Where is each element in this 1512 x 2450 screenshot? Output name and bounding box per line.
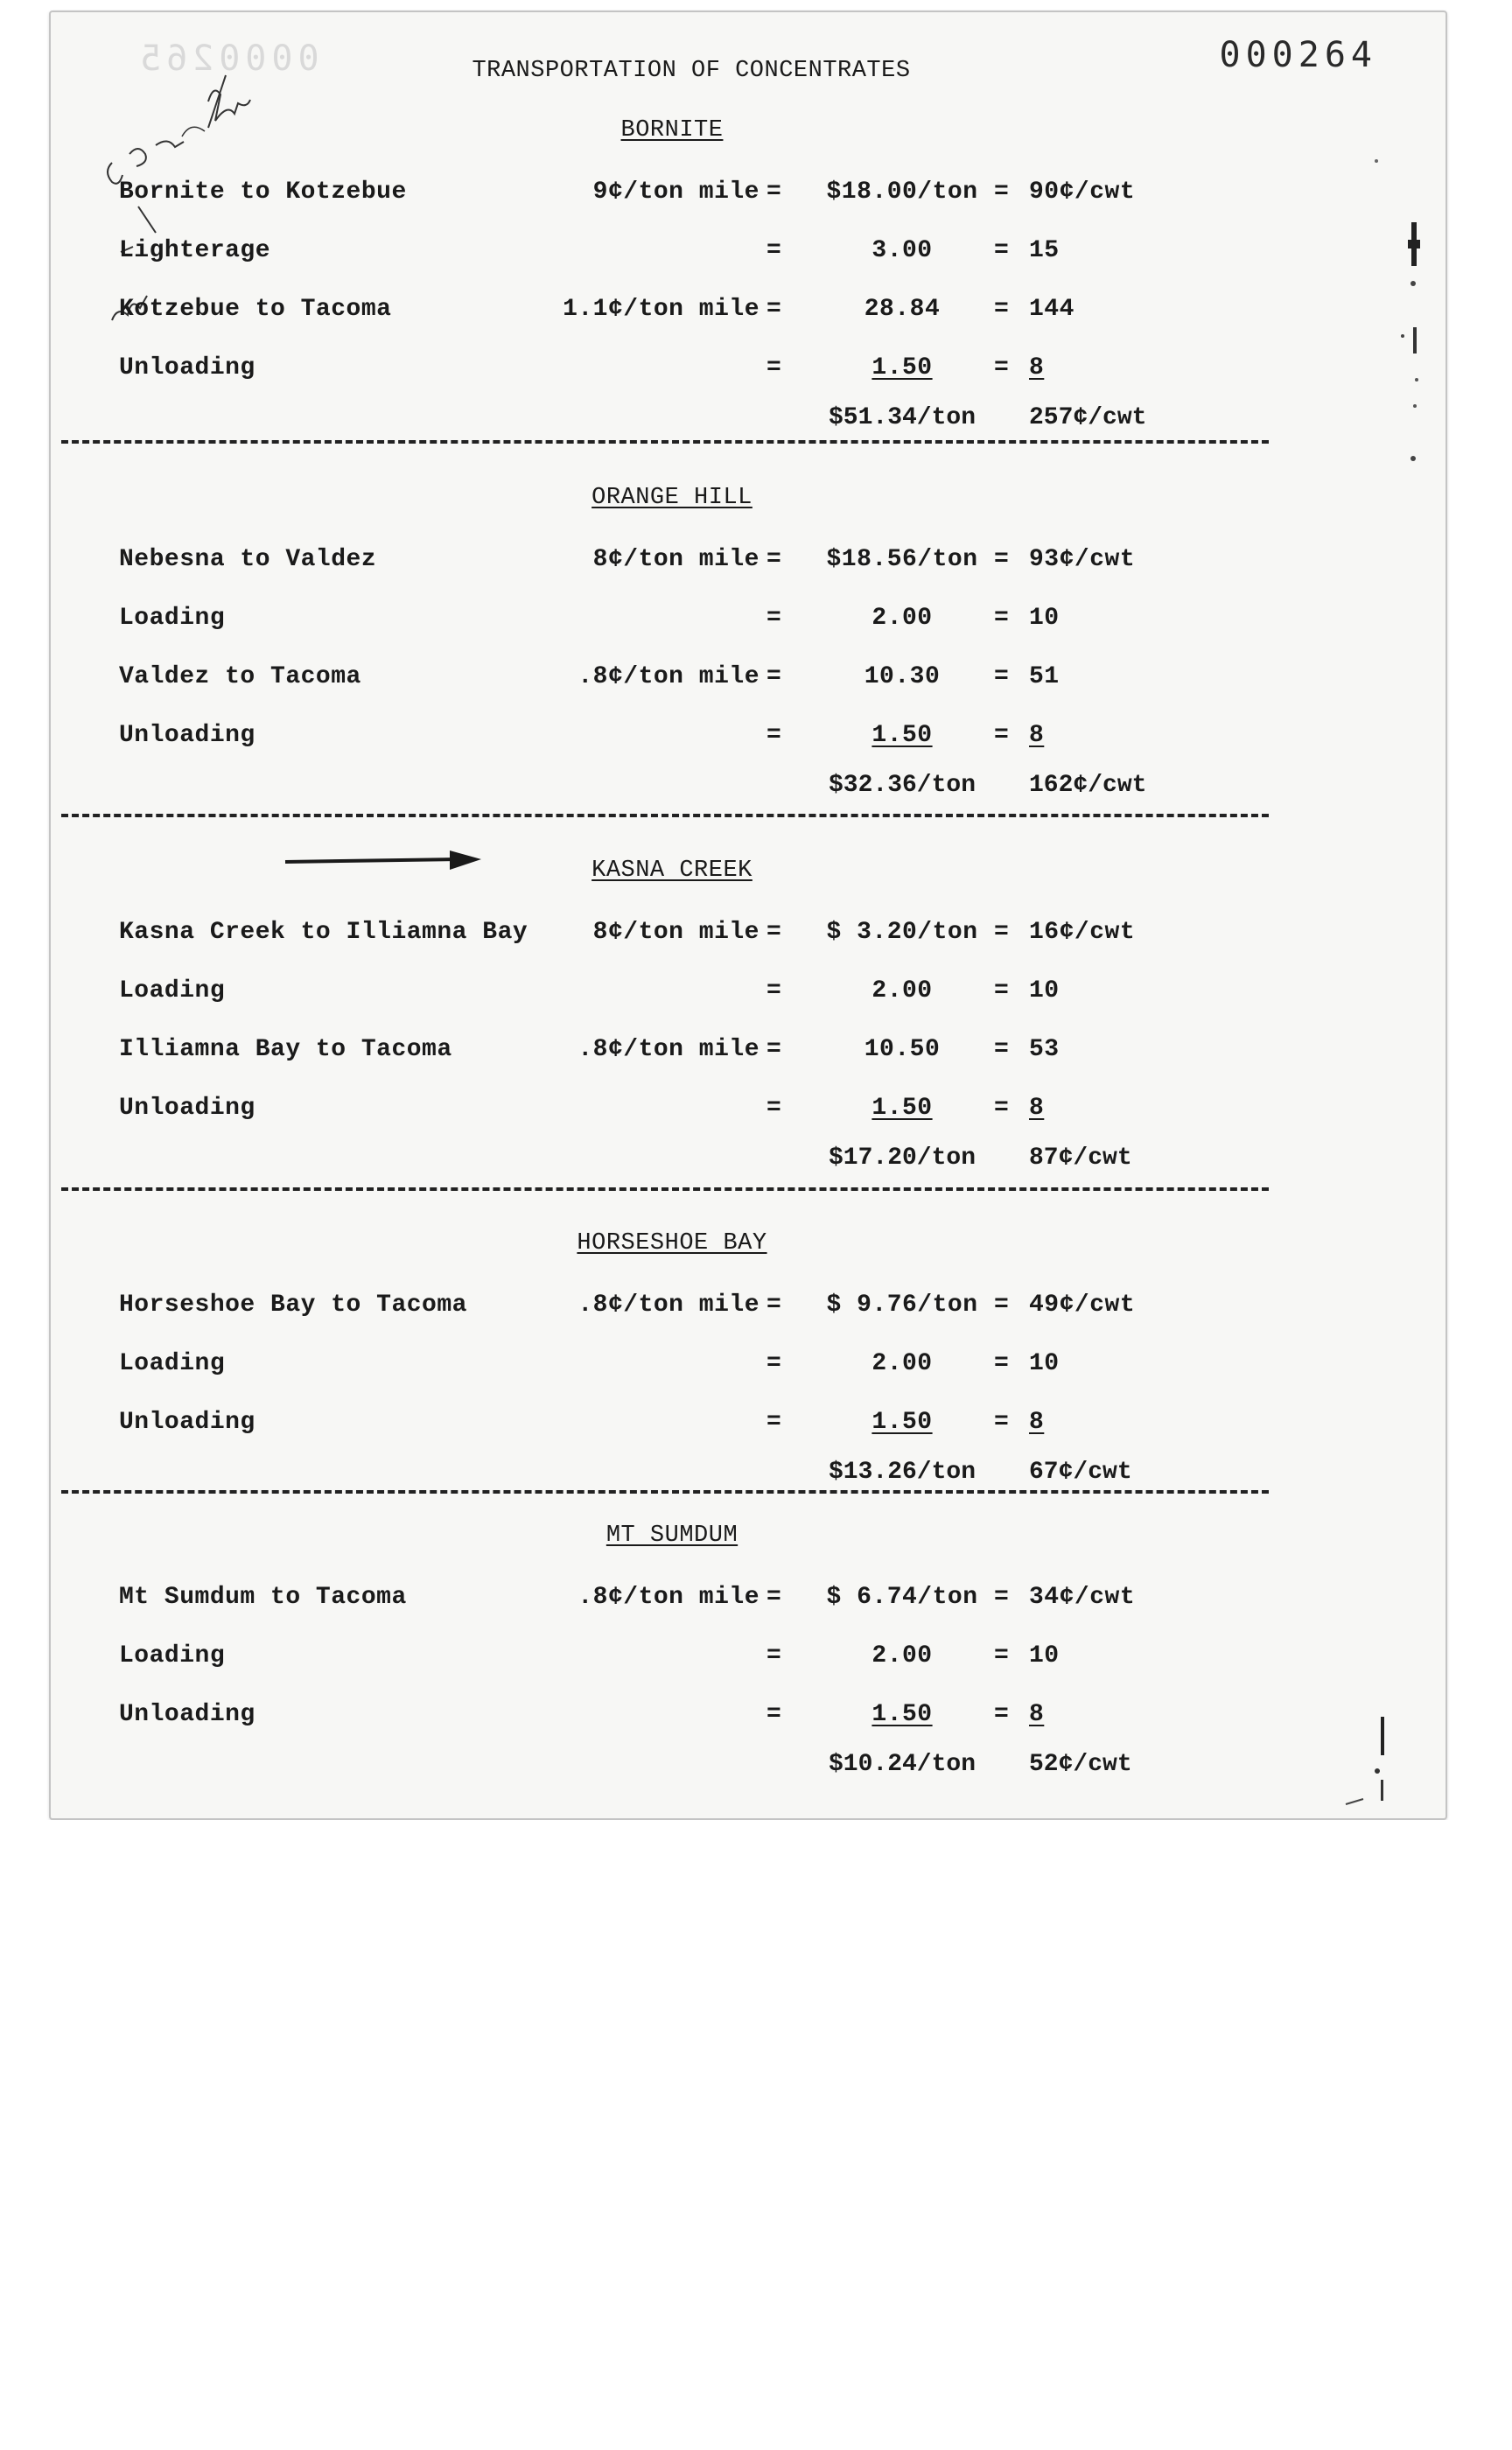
cost-row — [51, 1350, 1446, 1385]
cost-per-cwt: 49¢/cwt — [1029, 1292, 1136, 1319]
row-label: Illiamna Bay to Tacoma — [119, 1036, 452, 1063]
section-title: HORSESHOE BAY — [577, 1230, 767, 1256]
section-total — [51, 1144, 1446, 1180]
cost-row — [51, 605, 1446, 640]
equals-sign: = — [994, 605, 1010, 632]
cost-per-cwt: 8 — [1029, 354, 1045, 382]
equals-sign: = — [994, 296, 1010, 323]
row-label: Bornite to Kotzebue — [119, 178, 407, 206]
rate-per-ton-mile: 9¢/ton mile — [592, 178, 760, 206]
equals-sign: = — [766, 663, 782, 690]
rate-per-ton-mile: .8¢/ton mile — [578, 1036, 760, 1063]
equals-sign: = — [994, 1642, 1010, 1670]
cost-row — [51, 1292, 1446, 1326]
equals-sign: = — [994, 354, 1010, 382]
section-divider — [61, 1490, 1269, 1494]
document-title: TRANSPORTATION OF CONCENTRATES — [472, 58, 911, 84]
cost-per-cwt: 10 — [1029, 1642, 1060, 1670]
cost-per-cwt: 16¢/cwt — [1029, 919, 1136, 946]
cost-per-ton: 2.00 — [872, 977, 933, 1004]
total-per-ton: $51.34/ton — [828, 404, 976, 431]
equals-sign: = — [994, 977, 1010, 1004]
row-label: Kotzebue to Tacoma — [119, 296, 392, 323]
scanned-page — [49, 10, 1447, 1820]
section-total — [51, 1751, 1446, 1786]
cost-per-ton: 2.00 — [872, 605, 933, 632]
cost-per-cwt: 10 — [1029, 1350, 1060, 1377]
cost-per-ton: 2.00 — [872, 1350, 933, 1377]
cost-per-ton: 28.84 — [864, 296, 941, 323]
cost-per-ton: 1.50 — [872, 1409, 933, 1436]
equals-sign: = — [766, 605, 782, 632]
cost-row — [51, 546, 1446, 581]
cost-per-cwt: 15 — [1029, 237, 1060, 264]
cost-per-ton: $ 9.76/ton — [826, 1292, 978, 1319]
cost-per-ton: 10.30 — [864, 663, 941, 690]
section-divider — [61, 440, 1269, 444]
cost-per-cwt: 8 — [1029, 1095, 1045, 1122]
rate-per-ton-mile: .8¢/ton mile — [578, 1292, 760, 1319]
cost-per-ton: 1.50 — [872, 1701, 933, 1728]
equals-sign: = — [766, 1036, 782, 1063]
cost-per-ton: $18.00/ton — [826, 178, 978, 206]
row-label: Lighterage — [119, 237, 271, 264]
equals-sign: = — [994, 919, 1010, 946]
row-label: Loading — [119, 1350, 226, 1377]
section-title: ORANGE HILL — [592, 485, 752, 511]
cost-per-ton: 1.50 — [872, 1095, 933, 1122]
section-title: KASNA CREEK — [592, 858, 752, 884]
cost-row — [51, 977, 1446, 1012]
equals-sign: = — [766, 1409, 782, 1436]
total-per-ton: $17.20/ton — [828, 1144, 976, 1172]
row-label: Unloading — [119, 1409, 256, 1436]
cost-per-ton: 10.50 — [864, 1036, 941, 1063]
rate-per-ton-mile: .8¢/ton mile — [578, 1584, 760, 1611]
cost-per-ton: $18.56/ton — [826, 546, 978, 573]
cost-row — [51, 1701, 1446, 1736]
total-per-ton: $10.24/ton — [828, 1751, 976, 1778]
cost-row — [51, 1642, 1446, 1677]
cost-row — [51, 1036, 1446, 1071]
equals-sign: = — [766, 1642, 782, 1670]
total-per-ton: $32.36/ton — [828, 772, 976, 799]
row-label: Loading — [119, 1642, 226, 1670]
cost-per-cwt: 53 — [1029, 1036, 1060, 1063]
blank-area — [0, 1820, 1512, 2450]
equals-sign: = — [994, 1036, 1010, 1063]
bleed-through-number: 0000265 — [135, 38, 319, 79]
cost-per-ton: 3.00 — [872, 237, 933, 264]
cost-row — [51, 663, 1446, 698]
cost-per-cwt: 93¢/cwt — [1029, 546, 1136, 573]
cost-per-cwt: 10 — [1029, 605, 1060, 632]
cost-per-cwt: 51 — [1029, 663, 1060, 690]
equals-sign: = — [766, 237, 782, 264]
row-label: Unloading — [119, 1701, 256, 1728]
section-title: BORNITE — [620, 117, 724, 144]
cost-per-ton: 2.00 — [872, 1642, 933, 1670]
equals-sign: = — [994, 546, 1010, 573]
equals-sign: = — [994, 178, 1010, 206]
equals-sign: = — [766, 919, 782, 946]
cost-per-cwt: 34¢/cwt — [1029, 1584, 1136, 1611]
row-label: Unloading — [119, 1095, 256, 1122]
equals-sign: = — [766, 546, 782, 573]
section-divider — [61, 814, 1269, 817]
section-total — [51, 772, 1446, 807]
row-label: Kasna Creek to Illiamna Bay — [119, 919, 528, 946]
equals-sign: = — [994, 1701, 1010, 1728]
cost-per-ton: 1.50 — [872, 354, 933, 382]
cost-per-cwt: 8 — [1029, 722, 1045, 749]
equals-sign: = — [994, 1095, 1010, 1122]
document-number: 000264 — [1219, 35, 1377, 75]
equals-sign: = — [994, 1584, 1010, 1611]
cost-row — [51, 354, 1446, 389]
equals-sign: = — [994, 1350, 1010, 1377]
equals-sign: = — [766, 354, 782, 382]
cost-per-cwt: 90¢/cwt — [1029, 178, 1136, 206]
equals-sign: = — [994, 722, 1010, 749]
row-label: Unloading — [119, 722, 256, 749]
cost-row — [51, 919, 1446, 954]
equals-sign: = — [766, 1095, 782, 1122]
equals-sign: = — [994, 1292, 1010, 1319]
row-label: Unloading — [119, 354, 256, 382]
equals-sign: = — [766, 178, 782, 206]
equals-sign: = — [994, 237, 1010, 264]
equals-sign: = — [766, 977, 782, 1004]
section-total — [51, 1459, 1446, 1494]
section-divider — [61, 1187, 1269, 1191]
cost-row — [51, 722, 1446, 757]
equals-sign: = — [994, 1409, 1010, 1436]
row-label: Valdez to Tacoma — [119, 663, 361, 690]
equals-sign: = — [766, 296, 782, 323]
cost-per-cwt: 10 — [1029, 977, 1060, 1004]
section-title: MT SUMDUM — [606, 1522, 738, 1549]
row-label: Mt Sumdum to Tacoma — [119, 1584, 407, 1611]
equals-sign: = — [766, 1701, 782, 1728]
cost-per-ton: 1.50 — [872, 722, 933, 749]
rate-per-ton-mile: 8¢/ton mile — [592, 919, 760, 946]
equals-sign: = — [766, 1350, 782, 1377]
cost-per-ton: $ 6.74/ton — [826, 1584, 978, 1611]
cost-row — [51, 1095, 1446, 1130]
cost-per-cwt: 8 — [1029, 1409, 1045, 1436]
cost-row — [51, 1584, 1446, 1619]
equals-sign: = — [994, 663, 1010, 690]
cost-row — [51, 1409, 1446, 1444]
equals-sign: = — [766, 722, 782, 749]
cost-per-cwt: 8 — [1029, 1701, 1045, 1728]
total-per-cwt: 67¢/cwt — [1029, 1459, 1132, 1486]
cost-row — [51, 178, 1446, 214]
equals-sign: = — [766, 1292, 782, 1319]
row-label: Nebesna to Valdez — [119, 546, 377, 573]
total-per-cwt: 257¢/cwt — [1029, 404, 1147, 431]
total-per-cwt: 87¢/cwt — [1029, 1144, 1132, 1172]
total-per-ton: $13.26/ton — [828, 1459, 976, 1486]
total-per-cwt: 52¢/cwt — [1029, 1751, 1132, 1778]
rate-per-ton-mile: .8¢/ton mile — [578, 663, 760, 690]
cost-per-cwt: 144 — [1029, 296, 1074, 323]
rate-per-ton-mile: 1.1¢/ton mile — [563, 296, 760, 323]
equals-sign: = — [766, 1584, 782, 1611]
total-per-cwt: 162¢/cwt — [1029, 772, 1147, 799]
row-label: Loading — [119, 977, 226, 1004]
section-total — [51, 404, 1446, 439]
cost-row — [51, 237, 1446, 272]
row-label: Loading — [119, 605, 226, 632]
rate-per-ton-mile: 8¢/ton mile — [592, 546, 760, 573]
cost-row — [51, 296, 1446, 331]
cost-per-ton: $ 3.20/ton — [826, 919, 978, 946]
row-label: Horseshoe Bay to Tacoma — [119, 1292, 467, 1319]
